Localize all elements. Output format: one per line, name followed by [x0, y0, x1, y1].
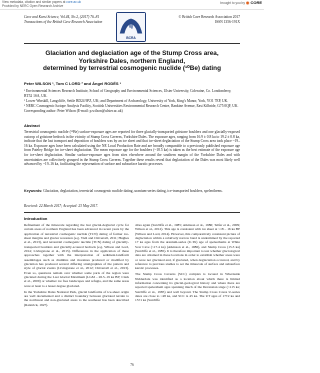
journal-header — [24, 13, 240, 40]
author-list: Peter WILSON ¹, Tom C LORD ² and Ángel RODÉS ³ — [24, 81, 122, 86]
paragraph: In the Yorkshire Dales National Park, glacial landforms of ice-sheet origin are well documented and a distinct boundary between glaciated terrain to the northwest and non-glaciated areas to the southeast has been described (Raistrick, 1927). — [24, 289, 129, 307]
abstract-text: Terrestrial cosmogenic nuclide (¹⁰Be) surface-exposure ages are reported for three glacially-transported gritstone boulders and one glacially-exposed outcrop of gritstone bedrock in the vicinity of Stump Cross Caverns, Yorkshire Dales. The exposure ages, ranging from 16.9 ± 0.8 ka to 19.2 ± 0.8 ka, indicate that the last transport and deposition of boulders was by an ice sheet and that ice-sheet deglaciation of the Stump Cross area took place ~19–16 ka. Exposure ages have been calculated using the NE Local Production Rate and are broadly comparable to a previously published exposure age from Pateley Bridge for ice-sheet deglaciation. The mean exposure age for the boulders (~18.5 ka) is taken as the best estimate of the exposure age for ice-sheet deglaciation. Similar surface-exposure ages from sites elsewhere around the southern margin of the Yorkshire Dales and with uncertainties are collectively grouped in the Stump Cross Caverns. Together these results reveal that deglaciation of the Dales was most likely well advanced by ~19–16 ka, facilitating the rejuvenation of surface and subsurface karstic processes. — [24, 129, 240, 167]
core-brand[interactable] — [220, 1, 262, 6]
paragraph: 41ka again (Sutcliffe et al., 1985; Atkinson et al., 1986; Telfer et al., 2009; Wilson et al., 2012). This age is consistent with ice sheet at ~18 – 16 ka BP (Wilson and Lord, 2014). However, this comparatively consistent picture of deglaciation within a relatively narrow band is undermined by the reported 17 ka ages from the uranium-series (U-Th) age of speleothems at White Scar Cave (~17.4 ka) (Atkinson et al., 1986), and Stump Cross (15.3 ka) (Sutcliffe et al., 1985). It is therefore important to test whether glaciological data are obtained in these locations in order to establish whether areas were or were not glaciated and, if glaciated, when deglaciation occurred, and by reference to previous studies to set the timescale of surface and subsurface karstic processes. — [135, 223, 240, 271]
journal-transactions: Transactions of the British Cave Research Association — [24, 19, 103, 24]
bcra-logo-text: BCRA — [126, 36, 136, 40]
journal-copyright — [178, 15, 240, 24]
body-column-left — [24, 223, 129, 309]
keywords-label: Keywords: — [24, 189, 43, 193]
body-column-right — [135, 223, 240, 309]
journal-volume: Cave and Karst Science, Vol.44, No.2, (2017) 76–81 — [24, 15, 100, 19]
core-metadata-text — [2, 1, 81, 9]
copyright-line: © British Cave Research Association 2017 — [178, 15, 240, 19]
affiliation-3: ³ NERC Cosmogenic Isotope Analysis Facility, Scottish Universities Environmental Research Centre, Rankine Avenue, East Kilbride, G75 0QF, UK. — [24, 103, 239, 108]
received-dates: Received: 22 March 2017; Accepted: 23 May 2017. — [24, 204, 99, 208]
body-columns — [24, 223, 240, 309]
corresponding-author: Corresponding author: Peter Wilson (E-mail: p.wilson@ulster.ac.uk) — [24, 108, 123, 113]
core-brought-by: brought to you by — [220, 1, 245, 5]
issn-line: ISSN 1356-191X — [214, 19, 240, 24]
affiliations — [24, 89, 240, 114]
paragraph: The Stump Cross Caverns (SCC) complex is located in Whernside Nidderdale was identified as a location about which there is limited information concerning its glacial-geological history and where there are reported speleothem ages spanning much of the Devensian stage (~115 ka; Sutcliffe et al., 1985) and well beyond. The Stump Cross Caves U-series dates are close to ~48 ka, and SCC is 45 ka. The UT ages of 17±2 ka and 15±1 ka (Sutcliffe — [135, 272, 240, 303]
abstract-divider — [24, 212, 240, 213]
abstract — [24, 124, 240, 167]
journal-citation — [24, 15, 102, 24]
affiliation-1: ¹ Environmental Sciences Research Institute, School of Geography and Environmental Sciences, Ulster University, Coleraine, Co. Londonderry, BT52 1SA, UK. — [24, 89, 232, 98]
page-number: 76 — [130, 363, 134, 367]
title-line-2: Yorkshire Dales, northern England, — [78, 57, 186, 65]
core-provider: Provided by NERC Open Research Archive — [2, 3, 64, 8]
core-logo-text: CORE — [250, 0, 262, 5]
core-metadata-label: View metadata, citation and similar papers at — [2, 0, 66, 4]
introduction-section — [24, 216, 240, 309]
title-line-1: Glaciation and deglaciation age of the Stump Cross area, — [45, 50, 219, 57]
header-divider — [24, 43, 240, 44]
title-line-3: determined by terrestrial cosmogenic nuclide (¹⁰Be) dating — [43, 65, 221, 73]
core-banner — [0, 0, 264, 10]
core-link[interactable]: core.ac.uk — [66, 0, 81, 4]
paragraph: Refinement of the timescale regarding the last glacial-deglacial cycle for certain areas of northern England has been advanced in recent years by the application of terrestrial cosmogenic nuclide (TCN) dating of former ice-sheet margins and glacier recession (e.g. Vieli and Chiverrell, 2011; Hughes et al., 2013), and terrestrial cosmogenic nuclide (TCN) dating of glacially-transported boulders and glacially-scoured bedrock (e.g. Wilson and Lord, 2014; Livingstone et al., 2015). Differences in the application of these approaches together with the interpretation of sediment-landform assemblages such as drumlins and moraines produced or modified by glaciation has produced several differing stratigraphies of the pattern and style of glacial events (Livingstone et al., 2012; Chiverrell et al., 2013). Even so, questions remain over whether some parts of the region were glaciated during the Last Glacial Maximum (LGM – 26.5–19 ka BP; Clark et al., 2009) or whether ice free landscapes and refugia, and the same areas were at least to a lesser degree glaciated. — [24, 223, 129, 288]
keywords-text: Glaciation, deglaciation, terrestrial cosmogenic nuclide dating, uranium-series dating, ice-transported boulders, speleothems. — [43, 189, 223, 193]
core-logo: ◉ CORE — [245, 0, 262, 5]
keywords — [24, 189, 240, 194]
introduction-heading: Introduction — [24, 216, 48, 221]
bcra-logo — [116, 12, 146, 42]
article-title — [24, 50, 240, 73]
affiliation-2: ² Lower Winskill, Langcliffe, Settle BD24 9PZ, UK; and Department of Archaeology, University of York, King's Manor, York, YO1 7EP, UK. — [24, 98, 229, 103]
abstract-heading: Abstract — [24, 123, 40, 128]
